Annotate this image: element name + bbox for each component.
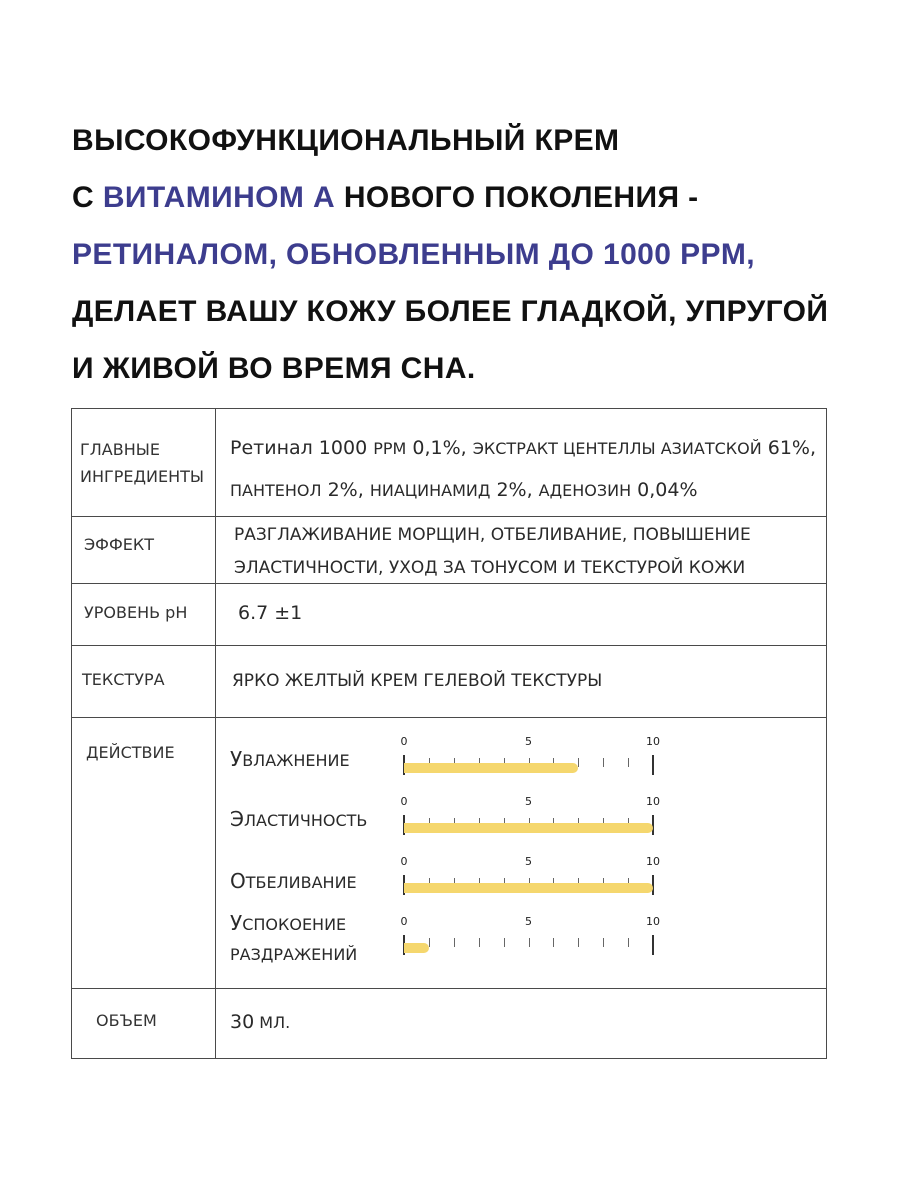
scale-tick (578, 758, 579, 767)
metric-label-soothing: УСПОКОЕНИЕ (230, 911, 347, 935)
row-divider (72, 583, 826, 584)
scale-end-mark (652, 935, 654, 955)
metric-label-soothing-line-2: РАЗДРАЖЕНИЙ (230, 945, 358, 964)
texture-label: ТЕКСТУРА (82, 670, 165, 689)
effect-label: ЭФФЕКТ (84, 535, 154, 554)
scale-tick-label: 5 (525, 915, 532, 928)
scale-tick-label: 10 (646, 795, 660, 808)
scale-tick-label: 5 (525, 795, 532, 808)
scale-bar (404, 823, 653, 833)
row-divider (72, 516, 826, 517)
column-divider (215, 409, 216, 1058)
scale-tick-label: 10 (646, 855, 660, 868)
ph-label: УРОВЕНЬ pH (84, 603, 188, 622)
row-divider (72, 645, 826, 646)
scale-tick (628, 758, 629, 767)
scale-tick (529, 938, 530, 947)
metric-scale-moisturizing (396, 735, 666, 777)
scale-tick-label: 0 (400, 735, 408, 748)
volume-label: ОБЪЕМ (96, 1011, 157, 1030)
metric-scale-soothing (396, 915, 666, 957)
scale-tick (603, 758, 604, 767)
headline-line-1: ВЫСОКОФУНКЦИОНАЛЬНЫЙ КРЕМ (72, 124, 620, 157)
metric-label-elasticity: ЭЛАСТИЧНОСТЬ (230, 807, 368, 831)
scale-tick-label: 10 (646, 735, 660, 748)
volume-value: 30 МЛ. (230, 1011, 291, 1033)
scale-tick (628, 938, 629, 947)
scale-bar (404, 943, 429, 953)
scale-tick (553, 938, 554, 947)
spec-table (71, 408, 827, 1059)
row-divider (72, 988, 826, 989)
ingredients-line-1: Ретинал 1000 PPM 0,1%, ЭКСТРАКТ ЦЕНТЕЛЛЫ АЗИАТСКОЙ 61%, (230, 437, 817, 459)
scale-tick-label: 0 (400, 915, 408, 928)
scale-tick (603, 938, 604, 947)
headline (72, 112, 872, 397)
metric-scale-elasticity (396, 795, 666, 837)
ingredients-line-2: ПАНТЕНОЛ 2%, НИАЦИНАМИД 2%, АДЕНОЗИН 0,04% (230, 479, 698, 501)
scale-tick (454, 938, 455, 947)
headline-line-3: РЕТИНАЛОМ, ОБНОВЛЕННЫМ ДО 1000 PPM, (72, 238, 756, 271)
vitamin-a-highlight: ВИТАМИНОМ А (102, 181, 336, 214)
scale-tick-label: 5 (525, 735, 532, 748)
ph-value: 6.7 ±1 (238, 602, 303, 624)
ingredients-label: ГЛАВНЫЕ ИНГРЕДИЕНТЫ (80, 440, 205, 486)
scale-tick (479, 938, 480, 947)
headline-line-2: С ВИТАМИНОМ А НОВОГО ПОКОЛЕНИЯ - (72, 181, 699, 214)
scale-tick (578, 938, 579, 947)
scale-tick-label: 10 (646, 915, 660, 928)
scale-bar (404, 883, 653, 893)
scale-end-mark (652, 755, 654, 775)
scale-bar (404, 763, 578, 773)
scale-tick (429, 938, 430, 947)
scale-tick-label: 0 (400, 855, 408, 868)
scale-tick-label: 0 (400, 795, 408, 808)
headline-line-4: ДЕЛАЕТ ВАШУ КОЖУ БОЛЕЕ ГЛАДКОЙ, УПРУГОЙ (72, 295, 829, 328)
row-divider (72, 717, 826, 718)
texture-value: ЯРКО ЖЕЛТЫЙ КРЕМ ГЕЛЕВОЙ ТЕКСТУРЫ (232, 671, 603, 691)
effect-line-2: ЭЛАСТИЧНОСТИ, УХОД ЗА ТОНУСОМ И ТЕКСТУРОЙ КОЖИ (234, 558, 746, 578)
headline-line-5: И ЖИВОЙ ВО ВРЕМЯ СНА. (72, 352, 476, 385)
scale-tick (504, 938, 505, 947)
metric-label-moisturizing: УВЛАЖНЕНИЕ (230, 747, 350, 771)
scale-tick-label: 5 (525, 855, 532, 868)
metric-scale-whitening (396, 855, 666, 897)
metric-label-whitening: ОТБЕЛИВАНИЕ (230, 869, 357, 893)
action-label: ДЕЙСТВИЕ (86, 743, 175, 762)
effect-line-1: РАЗГЛАЖИВАНИЕ МОРЩИН, ОТБЕЛИВАНИЕ, ПОВЫШЕНИЕ (234, 525, 751, 545)
